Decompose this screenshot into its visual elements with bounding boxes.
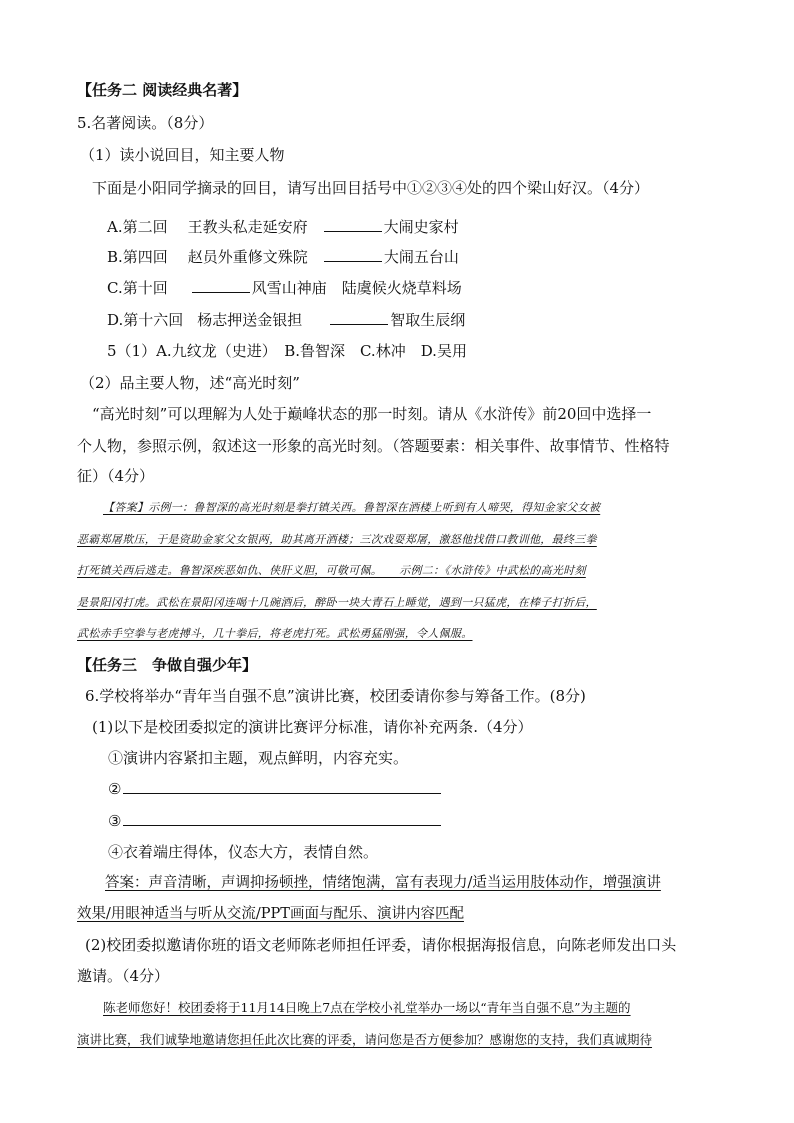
task3-heading: 【任务三 争做自强少年】 xyxy=(77,656,258,674)
question-6-title: 6.学校将举办“青年当自强不息”演讲比赛，校团委请你参与筹备工作。(8分) xyxy=(85,687,586,705)
answer-blank[interactable] xyxy=(330,310,388,325)
answer-line: 是景阳冈打虎。武松在景阳冈连喝十几碗酒后，醉卧一块大青石上睡觉，遇到一只猛虎，在棒子打折后， xyxy=(77,596,597,609)
question-5-2-prompt: 个人物，参照示例，叙述这一形象的高光时刻。（答题要素：相关事件、故事情节、性格特 xyxy=(77,437,670,455)
chapter-item xyxy=(107,217,459,237)
answer-line: 【答案】示例一：鲁智深的高光时刻是拳打镇关西。鲁智深在酒楼上听到有人啼哭，得知金家父女被 xyxy=(103,501,601,514)
chapter-part2: 风雪山神庙 陆虞候火烧草料场 xyxy=(251,279,462,297)
chapter-part1: 赵员外重修文殊院 xyxy=(187,248,308,266)
question-6-1-answer: 效果/用眼神适当与听从交流/PPT画面与配乐、演讲内容匹配 xyxy=(77,906,464,922)
question-5-title: 5.名著阅读。（8分） xyxy=(77,114,214,132)
question-5-2-title: （2）品主要人物，述“高光时刻” xyxy=(80,374,300,392)
question-5-1-answer: 5（1）A.九纹龙（史进） B.鲁智深 C.林冲 D.吴用 xyxy=(107,342,467,360)
chapter-part2: 智取生辰纲 xyxy=(390,311,466,329)
answer-blank[interactable] xyxy=(324,247,382,262)
chapter-label: D.第十六回 xyxy=(107,311,184,329)
question-5-2-prompt: 征）（4分） xyxy=(77,467,155,485)
criterion-item: ①演讲内容紧扣主题，观点鲜明，内容充实。 xyxy=(108,749,409,767)
chapter-part2: 大闹五台山 xyxy=(383,248,459,266)
criterion-item xyxy=(108,811,441,831)
criterion-item: ④衣着端庄得体，仪态大方，表情自然。 xyxy=(108,843,379,861)
question-6-2-title: 邀请。（4分） xyxy=(77,967,170,985)
chapter-item xyxy=(107,310,465,330)
chapter-item xyxy=(107,247,459,267)
chapter-part1: 杨志押送金银担 xyxy=(197,311,303,329)
chapter-part1: 王教头私走延安府 xyxy=(187,218,308,236)
question-6-1-title: (1)以下是校团委拟定的演讲比赛评分标准，请你补充两条.（4分） xyxy=(92,718,533,736)
question-6-1-answer: 答案：声音清晰，声调抑扬顿挫，情绪饱满，富有表现力/适当运用肢体动作，增强演讲 xyxy=(105,875,661,891)
question-5-2-prompt: “高光时刻”可以理解为人处于巅峰状态的那一时刻。请从《水浒传》前20回中选择一 xyxy=(92,405,652,423)
question-6-2-title: (2)校团委拟邀请你班的语文老师陈老师担任评委，请你根据海报信息，向陈老师发出口头 xyxy=(85,936,677,954)
question-6-2-answer: 演讲比赛，我们诚挚地邀请您担任此次比赛的评委，请问您是否方便参加？感谢您的支持，我们真诚期待 xyxy=(77,1032,653,1047)
criterion-number: ③ xyxy=(108,812,122,830)
criterion-number: ② xyxy=(108,780,122,798)
criterion-item xyxy=(108,779,441,799)
question-5-1-title: （1）读小说回目，知主要人物 xyxy=(80,146,285,164)
chapter-item xyxy=(107,278,462,298)
question-6-2-answer: 陈老师您好！校团委将于11月14日晚上7点在学校小礼堂举办一场以“青年当自强不息”为主题的 xyxy=(103,1000,631,1015)
answer-blank[interactable] xyxy=(324,217,382,232)
answer-blank[interactable] xyxy=(192,278,250,293)
answer-line: 恶霸郑屠欺压，于是资助金家父女银两，助其离开酒楼；三次戏耍郑屠，激怒他找借口教训他，最终三拳 xyxy=(77,533,597,546)
answer-line: 武松赤手空拳与老虎搏斗，几十拳后，将老虎打死。武松勇猛刚强，令人佩服。 xyxy=(77,627,473,640)
answer-line: 打死镇关西后逃走。鲁智深疾恶如仇、侠肝义胆，可敬可佩。 示例二：《水浒传》中武松的高光时刻 xyxy=(77,564,586,577)
answer-blank[interactable] xyxy=(123,811,441,826)
chapter-label: A.第二回 xyxy=(107,218,168,236)
task2-heading: 【任务二 阅读经典名著】 xyxy=(77,81,248,99)
question-5-1-prompt: 下面是小阳同学摘录的回目，请写出回目括号中①②③④处的四个梁山好汉。（4分） xyxy=(92,179,650,197)
answer-blank[interactable] xyxy=(123,779,441,794)
chapter-label: C.第十回 xyxy=(107,279,168,297)
chapter-label: B.第四回 xyxy=(107,248,168,266)
chapter-part2: 大闹史家村 xyxy=(383,218,459,236)
